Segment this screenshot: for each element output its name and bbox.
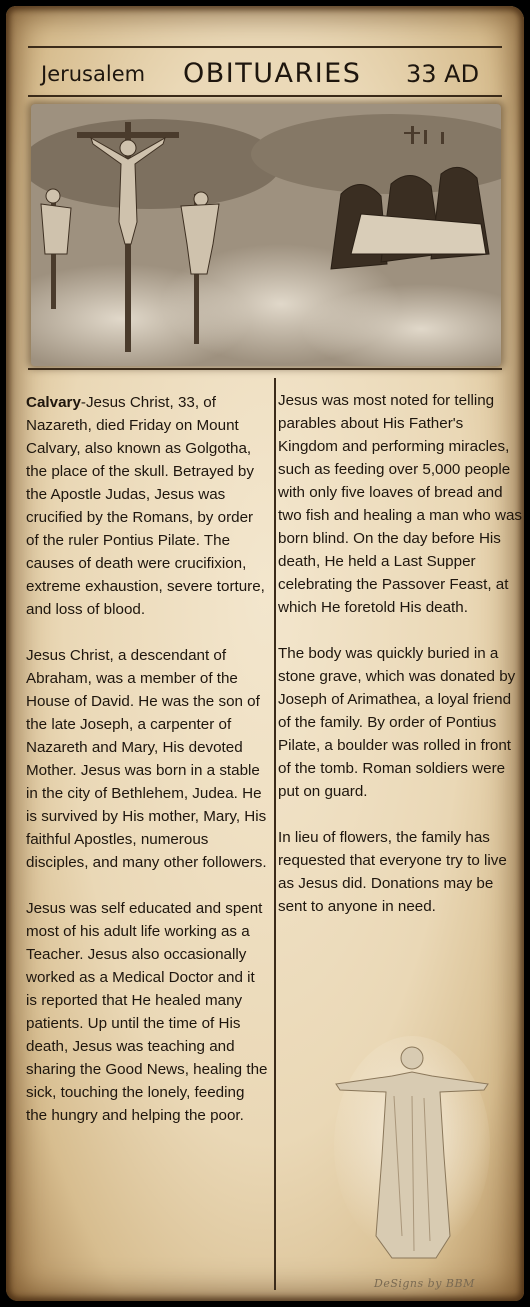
crucifixion-scene-illustration bbox=[31, 104, 501, 366]
newspaper-page bbox=[6, 6, 524, 1301]
masthead-bottom-rule bbox=[28, 95, 502, 97]
risen-christ-illustration bbox=[332, 1036, 492, 1266]
photo-bottom-rule bbox=[28, 368, 502, 370]
left-paragraph-2: Jesus Christ, a descendant of Abraham, was a member of the House of David. He was the son of the late Joseph, a carpenter of Nazareth and Mary, His devoted Mother. Jesus was born in a stable in the city of Bethlehem, Judea. He is survived by His mother, Mary, His faithful Apostles, numerous disciples, and many other followers. bbox=[26, 647, 267, 871]
risen-christ-figure-icon bbox=[332, 1036, 492, 1266]
crucifixion-image-icon bbox=[31, 104, 501, 366]
right-paragraph-1: Jesus was most noted for telling parables about His Father's Kingdom and performing miracles, such as feeding over 5,000 people with only five loaves of bread and two fish and healing a man who was born blind. On the day before His death, He held a Last Supper celebrating the Passover Feast, at which He foretold His death. bbox=[278, 392, 522, 616]
right-paragraph-2: The body was quickly buried in a stone grave, which was donated by Joseph of Arimathea, a loyal friend of the family. By order of Pontius Pilate, a boulder was rolled in front of the tomb. Roman soldiers were put on guard. bbox=[278, 645, 516, 800]
column-divider bbox=[274, 378, 276, 1290]
masthead-location: Jerusalem bbox=[41, 62, 146, 86]
signature: DeSigns by BBM bbox=[374, 1277, 475, 1290]
left-paragraph-1-text: -Jesus Christ, 33, of Nazareth, died Friday on Mount Calvary, also known as Golgotha, the place of the skull. Betrayed by the Apostle Judas, Jesus was crucified by the Romans, by order of the ruler Pontius Pilate. The causes of death were crucifixion, extreme exhaustion, severe torture, and loss of blood. bbox=[26, 394, 265, 618]
masthead-title: OBITUARIES bbox=[183, 58, 362, 89]
masthead-date: 33 AD bbox=[406, 60, 480, 88]
left-column bbox=[26, 391, 268, 1127]
right-paragraph-3: In lieu of flowers, the family has requested that everyone try to live as Jesus did. Donations may be sent to anyone in need. bbox=[278, 829, 507, 915]
left-paragraph-3: Jesus was self educated and spent most of his adult life working as a Teacher. Jesus also occasionally worked as a Medical Doctor and it is reported that He healed many patients. Up until the time of His death, Jesus was teaching and sharing the Good News, healing the sick, touching the lonely, feeding the hungry and helping the poor. bbox=[26, 900, 268, 1124]
dateline-calvary: Calvary bbox=[26, 394, 81, 411]
left-paragraph-1 bbox=[26, 391, 268, 621]
right-column bbox=[278, 389, 524, 918]
masthead-top-rule bbox=[28, 46, 502, 48]
masthead bbox=[28, 58, 502, 94]
